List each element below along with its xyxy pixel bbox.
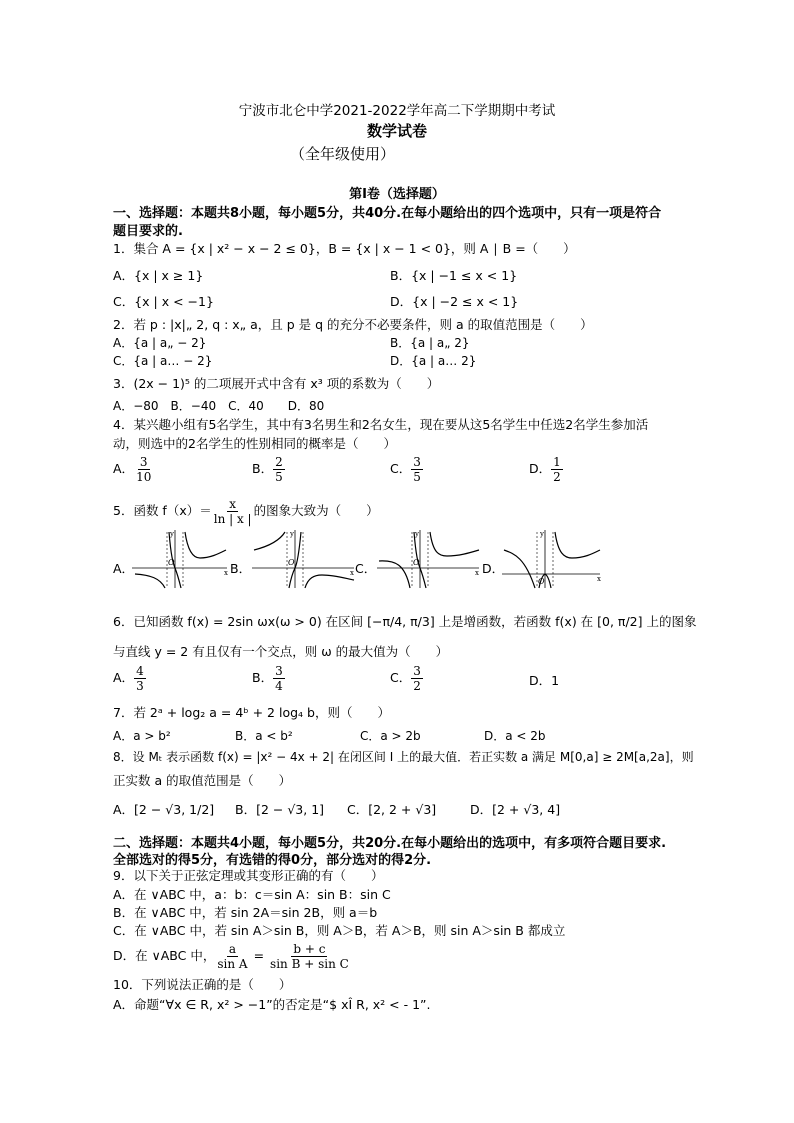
q1-stem: 1．集合 A = {x | x² − x − 2 ≤ 0}，B = {x | x − 1 < 0}，则 A ∣ B =（ ） <box>113 241 576 256</box>
q10-option-a: A．命题“∀x ∈ R, x² > −1”的否定是“$ xÎ R, x² < - 1”. <box>113 997 431 1012</box>
q8-option-b: B．[2 − √3, 1] <box>235 802 325 817</box>
q7-option-d: D．a < 2b <box>484 729 546 743</box>
part-one-title: 第Ⅰ卷（选择题） <box>349 187 445 202</box>
q2-option-a: A．{a | a„ − 2} <box>113 336 207 350</box>
svg-text:y: y <box>540 530 544 538</box>
svg-text:O: O <box>288 558 295 567</box>
q2-stem: 2．若 p : |x|„ 2, q : x„ a，且 p 是 q 的充分不必要条件，则 a 的取值范围是（ ） <box>113 317 593 332</box>
q1-option-d: D．{x | −2 ≤ x < 1} <box>390 294 519 309</box>
q7-stem: 7．若 2ᵃ + log₂ a = 4ᵇ + 2 log₄ b，则（ ） <box>113 705 390 720</box>
svg-text:x: x <box>597 575 601 583</box>
q4-option-d: D． $\frac{1}{2}$ <box>529 455 561 484</box>
q8-option-d: D．[2 + √3, 4] <box>470 802 561 817</box>
q5-option-a-label: A． <box>113 561 135 576</box>
q5-option-c-label: C． <box>355 561 377 576</box>
section2-heading-cont: 全部选对的得5分，有选错的得0分，部分选对的得2分. <box>113 853 432 868</box>
q9-stem: 9．以下关于正弦定理或其变形正确的有（ ） <box>113 868 384 883</box>
q4-option-a: A． $\frac{3}{10}$ <box>113 455 152 484</box>
q9-option-b: B．在 ∨ABC 中，若 sin 2A＝sin 2B，则 a＝b <box>113 905 378 920</box>
q5-graph-d <box>500 528 604 590</box>
q7-option-c: C．a > 2b <box>360 729 421 743</box>
q9-option-d: D．在 ∨ABC 中， $\frac{a}{\text{sin A}}$ = $\frac{b + c}{\text{sin B + sin C}}$ <box>113 942 349 971</box>
svg-text:x: x <box>224 569 228 577</box>
q8-stem-cont: 正实数 a 的取值范围是（ ） <box>113 773 292 788</box>
q6-option-b: B． $\frac{3}{4}$ <box>252 664 283 693</box>
q9-option-c: C．在 ∨ABC 中，若 sin A＞sin B，则 A＞B，若 A＞B，则 sin A＞sin B 都成立 <box>113 923 566 938</box>
q6-option-a: A． $\frac{4}{3}$ <box>113 664 144 693</box>
section1-heading: 一、选择题：本题共8小题，每小题5分，共40分.在每小题给出的四个选项中，只有一项是符合 <box>113 206 662 221</box>
q8-stem: 8．设 Mₜ 表示函数 f(x) = |x² − 4x + 2| 在闭区间 I 上的最大值．若正实数 a 满足 M[0,a] ≥ 2M[a,2a]，则 <box>113 750 694 764</box>
q2-option-c: C．{a | a… − 2} <box>113 354 213 368</box>
q8-option-a: A．[2 − √3, 1/2] <box>113 802 215 817</box>
q10-stem: 10．下列说法正确的是（ ） <box>113 977 292 992</box>
q7-option-a: A．a > b² <box>113 729 171 743</box>
q7-option-b: B．a < b² <box>235 729 293 743</box>
svg-text:O: O <box>538 577 545 586</box>
q4-option-b: B． $\frac{2}{5}$ <box>252 455 283 484</box>
q5-graph-a <box>130 528 230 590</box>
q1-option-b: B．{x | −1 ≤ x < 1} <box>390 268 518 283</box>
svg-text:x: x <box>475 569 479 577</box>
q5-graph-c <box>375 528 483 590</box>
svg-text:O: O <box>413 558 420 567</box>
q3-options: A．−80 B．−40 C．40 D．80 <box>113 399 325 413</box>
q5-stem: 5．函数 f（x）＝ $\frac{x}{\ln | x |}$ 的图象大致为（ ） <box>113 497 379 526</box>
q3-stem: 3．(2x − 1)⁵ 的二项展开式中含有 x³ 项的系数为（ ） <box>113 376 440 391</box>
svg-text:x: x <box>350 569 354 577</box>
q9-option-a: A．在 ∨ABC 中，a：b：c＝sin A：sin B：sin C <box>113 887 391 902</box>
q6-stem-cont: 与直线 y = 2 有且仅有一个交点，则 ω 的最大值为（ ） <box>113 644 449 659</box>
q5-option-b-label: B． <box>230 561 252 576</box>
section1-heading-cont: 题目要求的. <box>113 224 183 239</box>
q8-option-c: C．[2, 2 + √3] <box>347 802 437 817</box>
q2-option-b: B．{a | a„ 2} <box>390 336 470 350</box>
q6-option-c: C． $\frac{3}{2}$ <box>390 664 421 693</box>
q1-option-a: A．{x | x ≥ 1} <box>113 268 204 283</box>
svg-text:y: y <box>415 530 419 538</box>
q5-graph-b <box>250 528 358 590</box>
q6-option-d: D．1 <box>529 673 560 688</box>
exam-title-line3: （全年级使用） <box>290 145 396 163</box>
q2-option-d: D．{a | a… 2} <box>390 354 477 368</box>
q4-stem-cont: 动，则选中的2名学生的性别相同的概率是（ ） <box>113 436 396 451</box>
exam-title-line1: 宁波市北仑中学2021-2022学年高二下学期期中考试 <box>238 103 556 119</box>
section2-heading: 二、选择题：本题共4小题，每小题5分，共20分.在每小题给出的选项中，有多项符合题目要求. <box>113 836 667 851</box>
q4-stem: 4．某兴趣小组有5名学生，其中有3名男生和2名女生，现在要从这5名学生中任选2名学生参加活 <box>113 417 649 432</box>
svg-text:O: O <box>168 558 175 567</box>
q6-stem: 6．已知函数 f(x) = 2sin ωx(ω > 0) 在区间 [−π/4, π/3] 上是增函数，若函数 f(x) 在 [0, π/2] 上的图象 <box>113 614 697 629</box>
q1-option-c: C．{x | x < −1} <box>113 294 214 309</box>
q5-option-d-label: D． <box>482 561 505 576</box>
svg-text:y: y <box>170 530 174 538</box>
svg-text:y: y <box>290 530 294 538</box>
q4-option-c: C． $\frac{3}{5}$ <box>390 455 421 484</box>
exam-title-line2: 数学试卷 <box>366 122 427 140</box>
